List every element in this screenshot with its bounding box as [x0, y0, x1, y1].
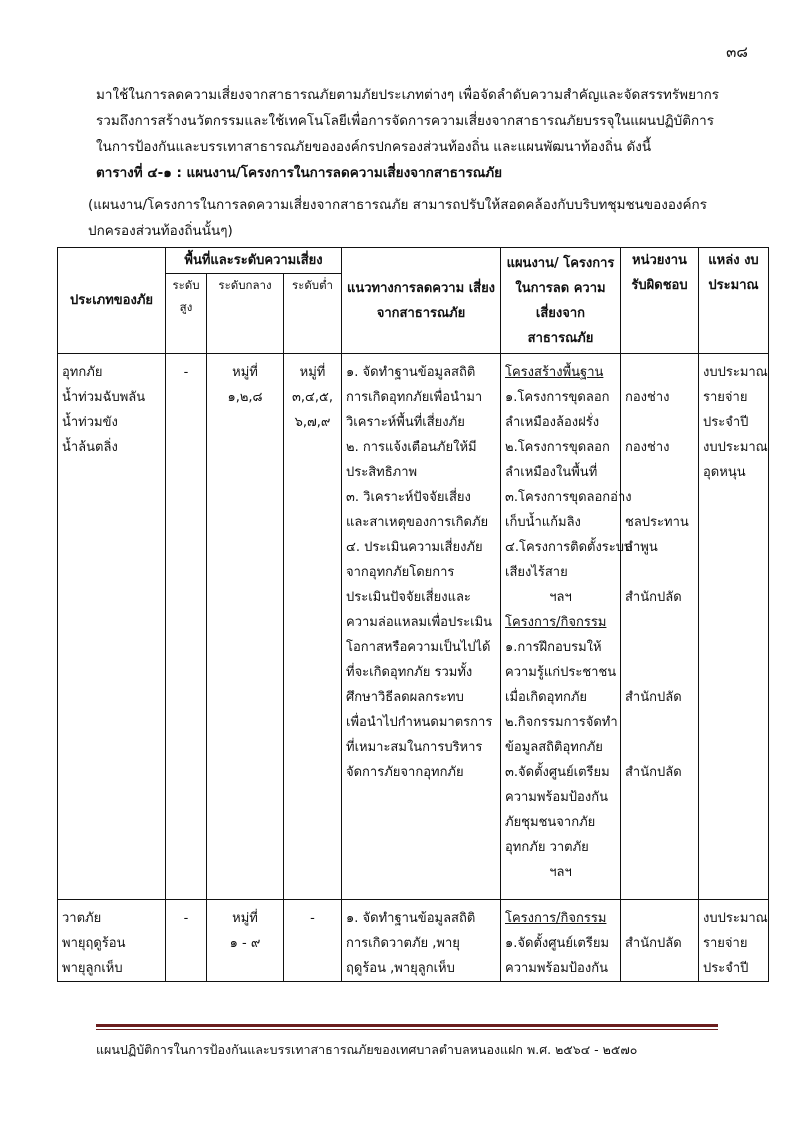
intro-line: ในการป้องกันและบรรเทาสาธารณภัยขององค์กรปกครองส่วนท้องถิ่น และแผนพัฒนาท้องถิ่น ดังนี้ [96, 139, 652, 155]
plan-cell-line: โครงการ/กิจกรรม [505, 911, 607, 926]
agency-cell-line: ลำพูน [625, 540, 658, 555]
approach-cell-line: ฤดูร้อน ,พายุลูกเห็บ [346, 961, 455, 976]
plan-cell-line: ๑.จัดตั้งศูนย์เตรียม [505, 936, 610, 951]
header-low: ระดับต่ำ [284, 274, 342, 354]
high-risk-cell-line: - [183, 911, 189, 926]
plan-cell-line: ความรู้แก่ประชาชน [505, 665, 617, 680]
approach-cell-line: ๒. การแจ้งเตือนภัยให้มี [346, 440, 477, 455]
hazard-cell-line: พายุลูกเห็บ [62, 961, 123, 976]
agency-cell-line [625, 410, 694, 435]
budget-cell-line: รายจ่าย [703, 390, 748, 405]
plan-cell-line: ๓.จัดตั้งศูนย์เตรียม [505, 765, 610, 780]
budget-cell-line: ประจำปี [703, 415, 749, 430]
plan-cell-line: โครงการ/กิจกรรม [505, 615, 607, 630]
hazard-cell-line: อุทกภัย [62, 365, 103, 380]
agency-cell-line [625, 906, 694, 931]
approach-cell-line: ประสิทธิภาพ [346, 465, 418, 480]
medium-risk-cell [207, 900, 284, 982]
plan-cell-line: ลำเหมืองล้องฝรั่ง [505, 415, 600, 430]
header-hazard-type: ประเภทของภัย [58, 248, 166, 354]
approach-cell-line: ศึกษาวิธีลดผลกระทบ [346, 690, 464, 705]
agency-cell-line [625, 735, 694, 760]
approach-cell [342, 354, 501, 900]
approach-cell-line: ๑. จัดทำฐานข้อมูลสถิติ [346, 911, 476, 926]
agency-cell [621, 354, 699, 900]
plan-cell-line: ภัยชุมชนจากภัย [505, 815, 596, 830]
intro-line: มาใช้ในการลดความเสี่ยงจากสาธารณภัยตามภัยประเภทต่างๆ เพื่อจัดลำดับความสำคัญและจัดสรรทรัพยากร [96, 87, 719, 103]
agency-cell-line [625, 460, 694, 485]
approach-cell-line: ๑. จัดทำฐานข้อมูลสถิติ [346, 365, 476, 380]
header-high: ระดับ สูง [166, 274, 207, 354]
agency-cell-line: กองช่าง [625, 390, 670, 405]
budget-cell-line: ประจำปี [703, 961, 749, 976]
budget-cell [699, 900, 769, 982]
agency-cell-line: กองช่าง [625, 440, 670, 455]
header-plan: แผนงาน/ โครงการในการลด ความเสี่ยงจาก สาธารณภัย [501, 248, 621, 354]
plan-cell-line: ๓.โครงการขุดลอกอ่าง [505, 490, 632, 505]
budget-cell-line: งบประมาณ [703, 440, 768, 455]
agency-cell-line [625, 560, 694, 585]
header-approach: แนวทางการลดความ เสี่ยงจากสาธารณภัย [342, 248, 501, 354]
table-title: ตารางที่ ๔-๑ : แผนงาน/โครงการในการลดความเสี่ยงจากสาธารณภัย [96, 165, 503, 181]
high-risk-cell [166, 900, 207, 982]
approach-cell-line: ที่จะเกิดอุทกภัย รวมทั้ง [346, 665, 473, 680]
plan-cell-line: โครงสร้างพื้นฐาน [505, 365, 604, 380]
plan-cell-line: เสียงไร้สาย [505, 565, 568, 580]
low-risk-cell [284, 900, 342, 982]
plan-cell-line: ๒.กิจกรรมการจัดทำ [505, 715, 618, 730]
intro-paragraph [96, 82, 736, 186]
plan-cell-line: ๒.โครงการขุดลอก [505, 440, 610, 455]
approach-cell-line: ที่เหมาะสมในการบริหาร [346, 740, 483, 755]
agency-cell-line: สำนักปลัด [625, 936, 682, 951]
low-risk-cell-line: ๓,๔,๕, [292, 390, 333, 405]
approach-cell-line: จัดการภัยจากอุทกภัย [346, 765, 464, 780]
plan-cell-line: ฯลฯ [549, 590, 572, 605]
approach-cell-line: เพื่อนำไปกำหนดมาตรการ [346, 715, 493, 730]
budget-cell-line: อุดหนุน [703, 465, 746, 480]
low-risk-cell-line: - [310, 911, 315, 926]
agency-cell-line: สำนักปลัด [625, 765, 682, 780]
approach-cell-line: ความล่อแหลมเพื่อประเมิน [346, 615, 493, 630]
hazard-cell [58, 354, 166, 900]
footer-text: แผนปฏิบัติการในการป้องกันและบรรเทาสาธารณภัยของเทศบาลตำบลหนองแฝก พ.ศ. ๒๕๖๔ - ๒๕๗๐ [96, 1042, 638, 1057]
low-risk-cell-line: ๖,๗,๙ [294, 415, 331, 430]
hazard-cell [58, 900, 166, 982]
plan-cell-line: ลำเหมืองในพื้นที่ [505, 465, 598, 480]
page-number: ๓๘ [726, 43, 748, 61]
hazard-cell-line: น้ำล้นตลิ่ง [62, 440, 118, 455]
approach-cell-line: โอกาสหรือความเป็นไปได้ [346, 640, 491, 655]
medium-risk-cell-line: ๑,๒,๘ [227, 390, 263, 405]
agency-cell-line: สำนักปลัด [625, 690, 682, 705]
header-agency: หน่วยงาน รับผิดชอบ [621, 248, 699, 354]
budget-cell-line: งบประมาณ [703, 911, 768, 926]
plan-cell-line: เก็บน้ำแก้มลิง [505, 515, 581, 530]
agency-cell-line [625, 485, 694, 510]
plan-cell-line: อุทกภัย วาตภัย [505, 840, 589, 855]
plan-cell-line: ความพร้อมป้องกัน [505, 961, 608, 976]
footer-rule-thin [96, 1029, 718, 1030]
low-risk-cell [284, 354, 342, 900]
high-risk-cell-line: - [183, 365, 189, 380]
low-risk-cell-line: หมู่ที่ [299, 365, 326, 380]
agency-cell-line [625, 710, 694, 735]
agency-cell-line [625, 610, 694, 635]
table-row [58, 900, 769, 982]
approach-cell-line: ประเมินปัจจัยเสี่ยงและ [346, 590, 471, 605]
plan-cell-line: ความพร้อมป้องกัน [505, 790, 608, 805]
table-row [58, 354, 769, 900]
agency-cell-line: สำนักปลัด [625, 590, 682, 605]
budget-cell-line: งบประมาณ [703, 365, 768, 380]
plan-cell-line: ข้อมูลสถิติอุทกภัย [505, 740, 603, 755]
agency-cell-line: ชลประทาน [625, 515, 689, 530]
hazard-cell-line: พายุฤดูร้อน [62, 936, 126, 951]
medium-risk-cell-line: หมู่ที่ [232, 365, 258, 380]
approach-cell [342, 900, 501, 982]
plan-cell-line: เมื่อเกิดอุทกภัย [505, 690, 588, 705]
approach-cell-line: ๓. วิเคราะห์ปัจจัยเสี่ยง [346, 490, 471, 505]
table-note [88, 192, 728, 244]
risk-reduction-table [57, 247, 769, 982]
budget-cell [699, 354, 769, 900]
approach-cell-line: การเกิดวาตภัย ,พายุ [346, 936, 460, 951]
approach-cell-line: จากอุทกภัยโดยการ [346, 565, 455, 580]
plan-cell-line: ๑.การฝึกอบรมให้ [505, 640, 602, 655]
approach-cell-line: วิเคราะห์พื้นที่เสี่ยงภัย [346, 415, 465, 430]
plan-cell [501, 354, 633, 900]
footer-rule [96, 1024, 718, 1027]
plan-cell-line: ๔.โครงการติดตั้งระบบ [505, 540, 633, 555]
hazard-cell-line: วาตภัย [62, 911, 102, 926]
header-budget: แหล่ง งบประมาณ [699, 248, 769, 354]
header-area-risk: พื้นที่และระดับความเสี่ยง [166, 248, 342, 274]
agency-cell-line [625, 635, 694, 660]
intro-line: รวมถึงการสร้างนวัตกรรมและใช้เทคโนโลยีเพื่อการจัดการความเสี่ยงจากสาธารณภัยบรรจุในแผนปฏิบัติการ [96, 113, 715, 129]
approach-cell-line: ๔. ประเมินความเสี่ยงภัย [346, 540, 483, 555]
approach-cell-line: และสาเหตุของการเกิดภัย [346, 515, 489, 530]
table-note-line: ปกครองส่วนท้องถิ่นนั้นๆ) [88, 223, 233, 239]
medium-risk-cell [207, 354, 284, 900]
agency-cell [621, 900, 699, 982]
plan-cell [501, 900, 621, 982]
hazard-cell-line: น้ำท่วมขัง [62, 415, 118, 430]
agency-cell-line [625, 660, 694, 685]
approach-cell-line: การเกิดอุทกภัยเพื่อนำมา [346, 390, 483, 405]
agency-cell-line [625, 360, 694, 385]
header-medium: ระดับกลาง [207, 274, 284, 354]
table-body [58, 354, 769, 982]
budget-cell-line: รายจ่าย [703, 936, 748, 951]
table-note-line: (แผนงาน/โครงการในการลดความเสี่ยงจากสาธารณภัย สามารถปรับให้สอดคล้องกับบริบทชุมชนขององค์กร [88, 197, 707, 213]
medium-risk-cell-line: หมู่ที่ [232, 911, 258, 926]
medium-risk-cell-line: ๑ - ๙ [229, 936, 261, 951]
hazard-cell-line: น้ำท่วมฉับพลัน [62, 390, 146, 405]
high-risk-cell [166, 354, 207, 900]
plan-cell-line: ๑.โครงการขุดลอก [505, 390, 610, 405]
plan-cell-line: ฯลฯ [549, 865, 572, 880]
